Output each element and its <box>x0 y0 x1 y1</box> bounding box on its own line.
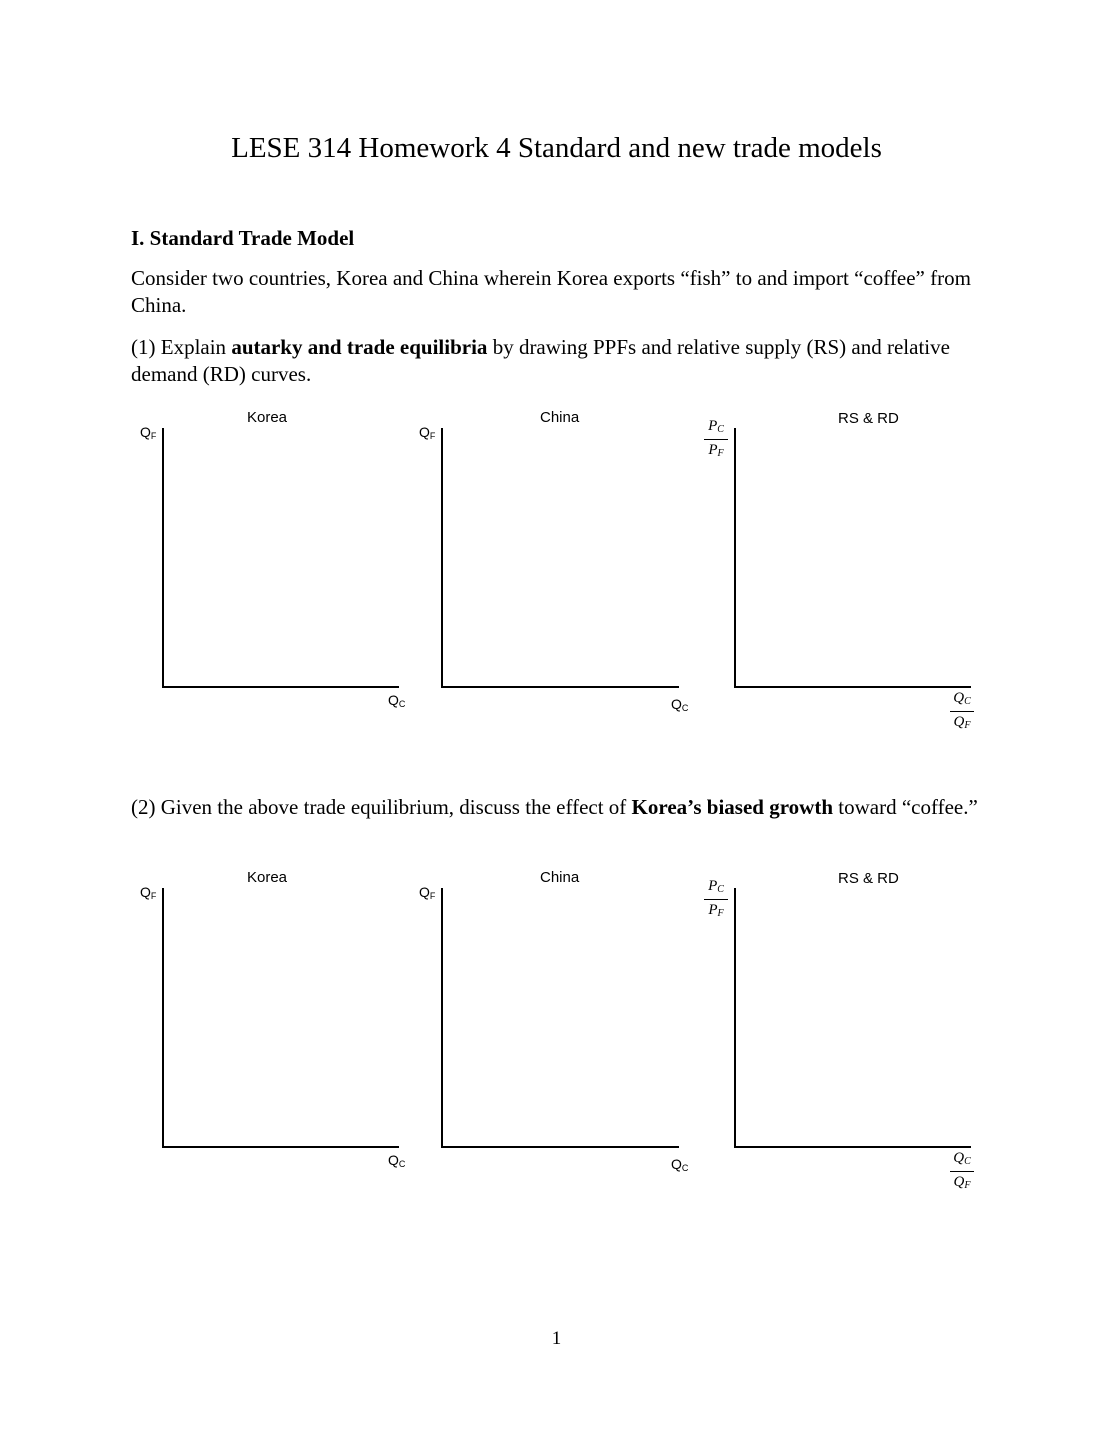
korea-y-axis-label: $Q_F$ <box>140 884 157 901</box>
korea-x-axis-label: $Q_C$ <box>388 1152 406 1169</box>
question-2 <box>131 794 996 821</box>
section-heading: I. Standard Trade Model <box>131 226 355 250</box>
rsrd-x-axis <box>734 1146 971 1148</box>
relative-price-label: $\frac{P_C}{P_F}$ <box>704 878 728 922</box>
intro-paragraph: Consider two countries, Korea and China wherein Korea exports “fish” to and import “coffee” from China. <box>131 266 971 317</box>
question-1-emphasis: autarky and trade equilibria <box>231 335 488 359</box>
china-graph-title: China <box>540 869 580 886</box>
china-x-axis-label: $Q_C$ <box>671 1156 689 1173</box>
korea-y-axis <box>162 888 164 1148</box>
question-1-prefix: (1) Explain <box>131 335 232 359</box>
china-x-axis <box>441 1146 679 1148</box>
korea-x-axis <box>162 686 399 688</box>
relative-price-label: $\frac{P_C}{P_F}$ <box>704 418 728 462</box>
relative-quantity-label: $\frac{Q_C}{Q_F}$ <box>950 1150 974 1194</box>
china-x-axis <box>441 686 679 688</box>
korea-y-axis-label: $Q_F$ <box>140 424 157 441</box>
china-y-axis <box>441 428 443 688</box>
rsrd-y-axis <box>734 428 736 688</box>
china-x-axis-label: $Q_C$ <box>671 696 689 713</box>
question-2-emphasis: Korea’s biased growth <box>631 795 833 819</box>
question-1 <box>131 334 996 388</box>
rsrd-graph-title: RS & RD <box>838 410 899 427</box>
china-y-axis-label: $Q_F$ <box>419 884 436 901</box>
korea-graph-title: Korea <box>247 869 288 886</box>
rsrd-y-axis <box>734 888 736 1148</box>
china-graph-title: China <box>540 409 580 426</box>
relative-quantity-label: $\frac{Q_C}{Q_F}$ <box>950 690 974 734</box>
rsrd-x-axis <box>734 686 971 688</box>
china-y-axis-label: $Q_F$ <box>419 424 436 441</box>
korea-graph-title: Korea <box>247 409 288 426</box>
question-2-suffix: toward “coffee.” <box>833 795 978 819</box>
question-2-prefix: (2) Given the above trade equilibrium, discuss the effect of <box>131 795 632 819</box>
china-y-axis <box>441 888 443 1148</box>
question-1-suffix: by drawing PPFs and relative supply (RS) and relative demand (RD) curves. <box>131 335 950 386</box>
korea-x-axis-label: $Q_C$ <box>388 692 406 709</box>
page-number: 1 <box>551 1328 562 1349</box>
rsrd-graph-title: RS & RD <box>838 870 899 887</box>
korea-y-axis <box>162 428 164 688</box>
korea-x-axis <box>162 1146 399 1148</box>
page-title: LESE 314 Homework 4 Standard and new trade models <box>231 132 882 164</box>
